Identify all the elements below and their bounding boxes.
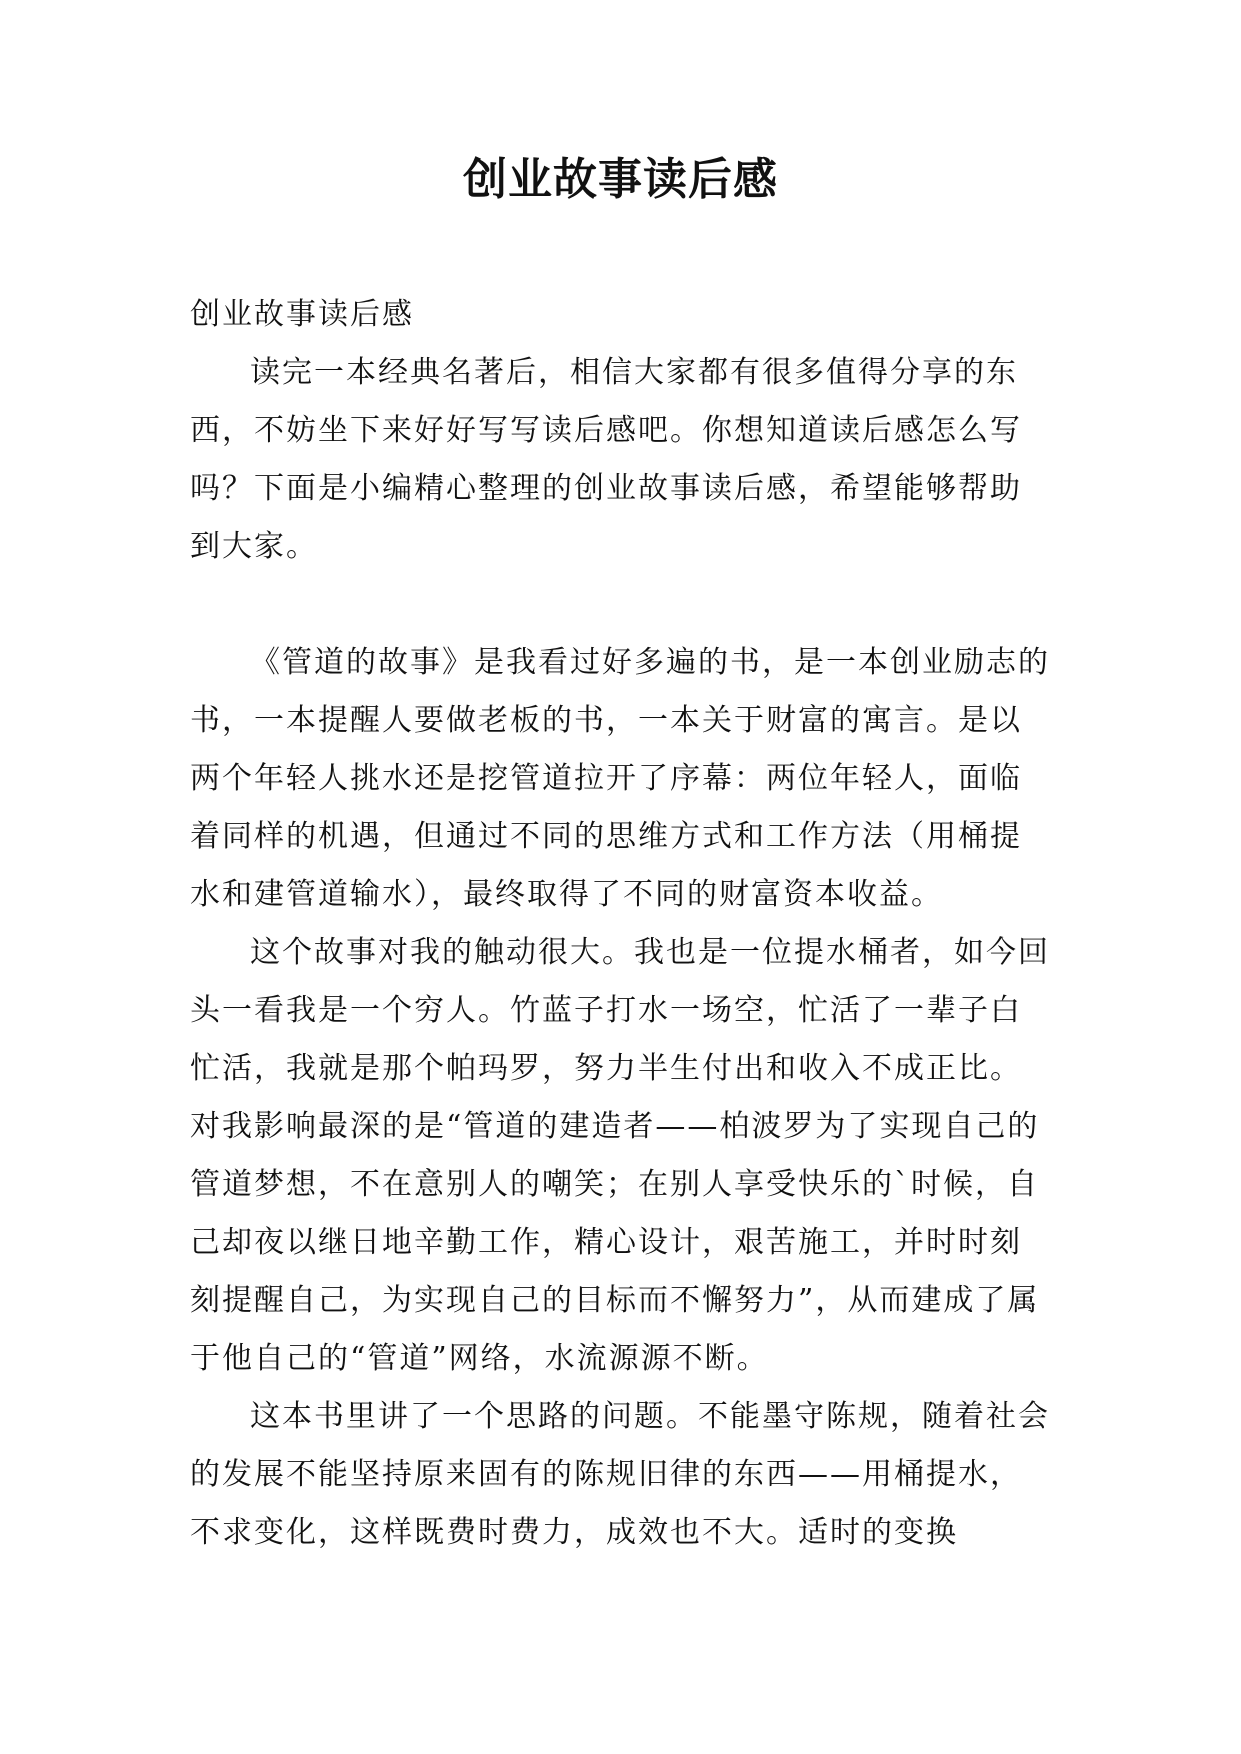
document-body: [190, 286, 1052, 1562]
paragraph-spacer: [190, 576, 1052, 634]
body-paragraph-3: 这本书里讲了一个思路的问题。不能墨守陈规，随着社会的发展不能坚持原来固有的陈规旧律的东西——用桶提水，不求变化，这样既费时费力，成效也不大。适时的变换: [190, 1399, 1050, 1550]
intro-paragraph: 读完一本经典名著后，相信大家都有很多值得分享的东西，不妨坐下来好好写写读后感吧。你想知道读后感怎么写吗？下面是小编精心整理的创业故事读后感，希望能够帮助到大家。: [190, 355, 1022, 564]
document-title: 创业故事读后感: [463, 154, 778, 205]
document-subtitle: 创业故事读后感: [190, 297, 414, 332]
body-paragraph-2: 这个故事对我的触动很大。我也是一位提水桶者，如今回头一看我是一个穷人。竹蓝子打水一场空，忙活了一辈子白忙活，我就是那个帕玛罗，努力半生付出和收入不成正比。对我影响最深的是“管道的建造者——柏波罗为了实现自己的管道梦想，不在意别人的嘲笑；在别人享受快乐的`时候，自己却夜以继日地辛勤工作，精心设计，艰苦施工，并时时刻刻提醒自己，为实现自己的目标而不懈努力”，从而建成了属于他自己的“管道”网络，水流源源不断。: [190, 935, 1050, 1376]
body-paragraph-1: 《管道的故事》是我看过好多遍的书，是一本创业励志的书，一本提醒人要做老板的书，一本关于财富的寓言。是以两个年轻人挑水还是挖管道拉开了序幕：两位年轻人，面临着同样的机遇，但通过不同的思维方式和工作方法（用桶提水和建管道输水），最终取得了不同的财富资本收益。: [190, 645, 1050, 912]
